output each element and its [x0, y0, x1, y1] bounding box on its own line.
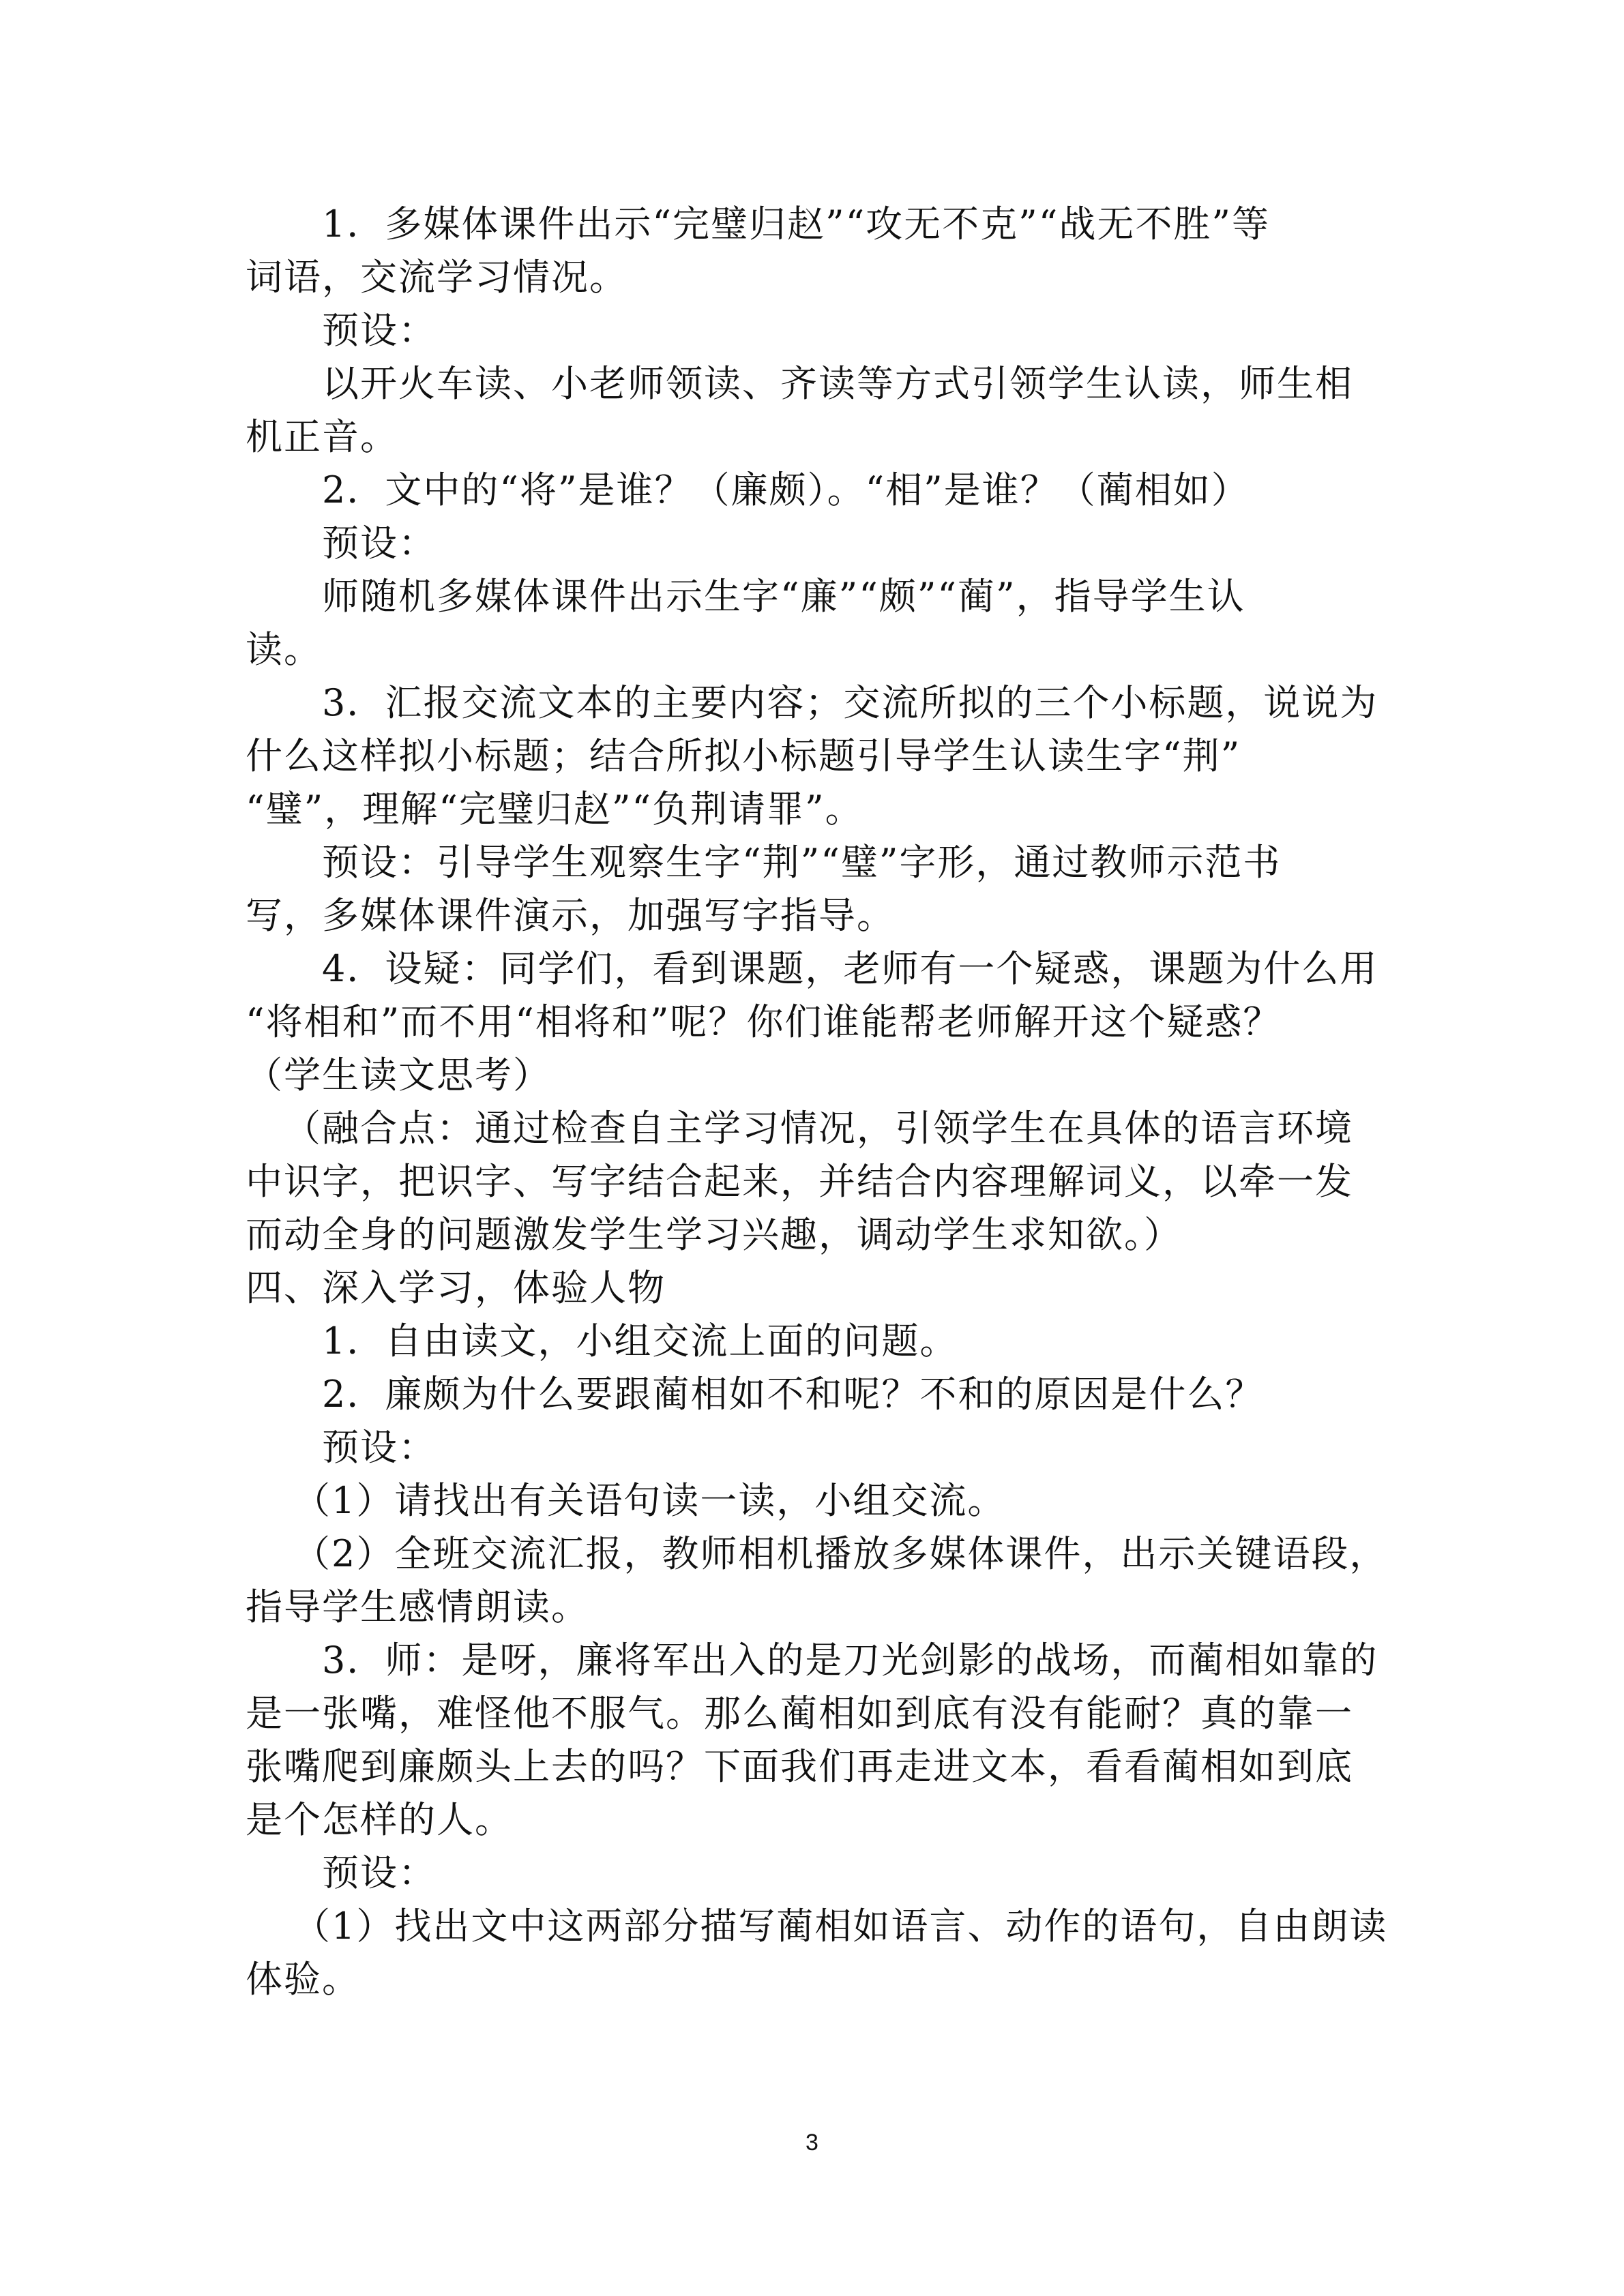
paragraph-line: （1）请找出有关语句读一读，小组交流。 [293, 1479, 1006, 1522]
paragraph-line: （1）找出文中这两部分描写蔺相如语言、动作的语句，自由朗读 [293, 1905, 1388, 1948]
paragraph-line: 预设： [322, 522, 437, 565]
paragraph-line: “将相和”而不用“相将和”呢？你们谁能帮老师解开这个疑惑？ [246, 1000, 1282, 1043]
paragraph-line: 3．汇报交流文本的主要内容；交流所拟的三个小标题，说说为 [322, 681, 1378, 724]
page-number: 3 [806, 2130, 818, 2156]
paragraph-line: 2．廉颇为什么要跟蔺相如不和呢？不和的原因是什么？ [322, 1373, 1264, 1416]
paragraph-line: 预设： [322, 1426, 437, 1469]
paragraph-line: 预设： [322, 1851, 437, 1894]
paragraph-line: 机正音。 [246, 415, 398, 458]
paragraph-line: 以开火车读、小老师领读、齐读等方式引领学生认读，师生相 [322, 362, 1353, 405]
paragraph-line: 中识字，把识字、写字结合起来，并结合内容理解词义，以牵一发 [246, 1160, 1353, 1203]
document-body [246, 198, 1388, 2006]
paragraph-line: （融合点：通过检查自主学习情况，引领学生在具体的语言环境 [284, 1107, 1353, 1150]
paragraph-line: （学生读文思考） [246, 1054, 551, 1097]
paragraph-line: 指导学生感情朗读。 [246, 1585, 589, 1628]
paragraph-line: “璧”，理解“完璧归赵”“负荆请罪”。 [246, 788, 863, 831]
section-heading: 四、深入学习，体验人物 [246, 1266, 666, 1309]
paragraph-line: 词语，交流学习情况。 [246, 256, 628, 299]
paragraph-line: 体验。 [246, 1958, 360, 2001]
paragraph-line: 写，多媒体课件演示，加强写字指导。 [246, 894, 895, 937]
paragraph-line: 2．文中的“将”是谁？（廉颇）。“相”是谁？（蔺相如） [322, 468, 1250, 511]
paragraph-line: 什么这样拟小标题；结合所拟小标题引导学生认读生字“荆” [246, 734, 1241, 777]
paragraph-line: 读。 [246, 628, 322, 671]
paragraph-line: 3．师：是呀，廉将军出入的是刀光剑影的战场，而蔺相如靠的 [322, 1639, 1378, 1682]
paragraph-line: 预设：引导学生观察生字“荆”“璧”字形，通过教师示范书 [322, 841, 1282, 884]
paragraph-line: 预设： [322, 309, 437, 352]
paragraph-line: 张嘴爬到廉颇头上去的吗？下面我们再走进文本，看看蔺相如到底 [246, 1745, 1353, 1788]
paragraph-line: 而动全身的问题激发学生学习兴趣，调动学生求知欲。） [246, 1213, 1182, 1256]
paragraph-line: 是一张嘴，难怪他不服气。那么蔺相如到底有没有能耐？真的靠一 [246, 1692, 1353, 1735]
paragraph-line: 是个怎样的人。 [246, 1798, 513, 1841]
paragraph-line: （2）全班交流汇报，教师相机播放多媒体课件，出示关键语段， [293, 1532, 1388, 1575]
paragraph-line: 4．设疑：同学们，看到课题，老师有一个疑惑，课题为什么用 [322, 947, 1378, 990]
paragraph-line: 1．多媒体课件出示“完璧归赵”“攻无不克”“战无不胜”等 [322, 203, 1270, 245]
paragraph-line: 师随机多媒体课件出示生字“廉”“颇”“蔺”，指导学生认 [322, 575, 1245, 618]
paragraph-line: 1．自由读文，小组交流上面的问题。 [322, 1320, 958, 1362]
